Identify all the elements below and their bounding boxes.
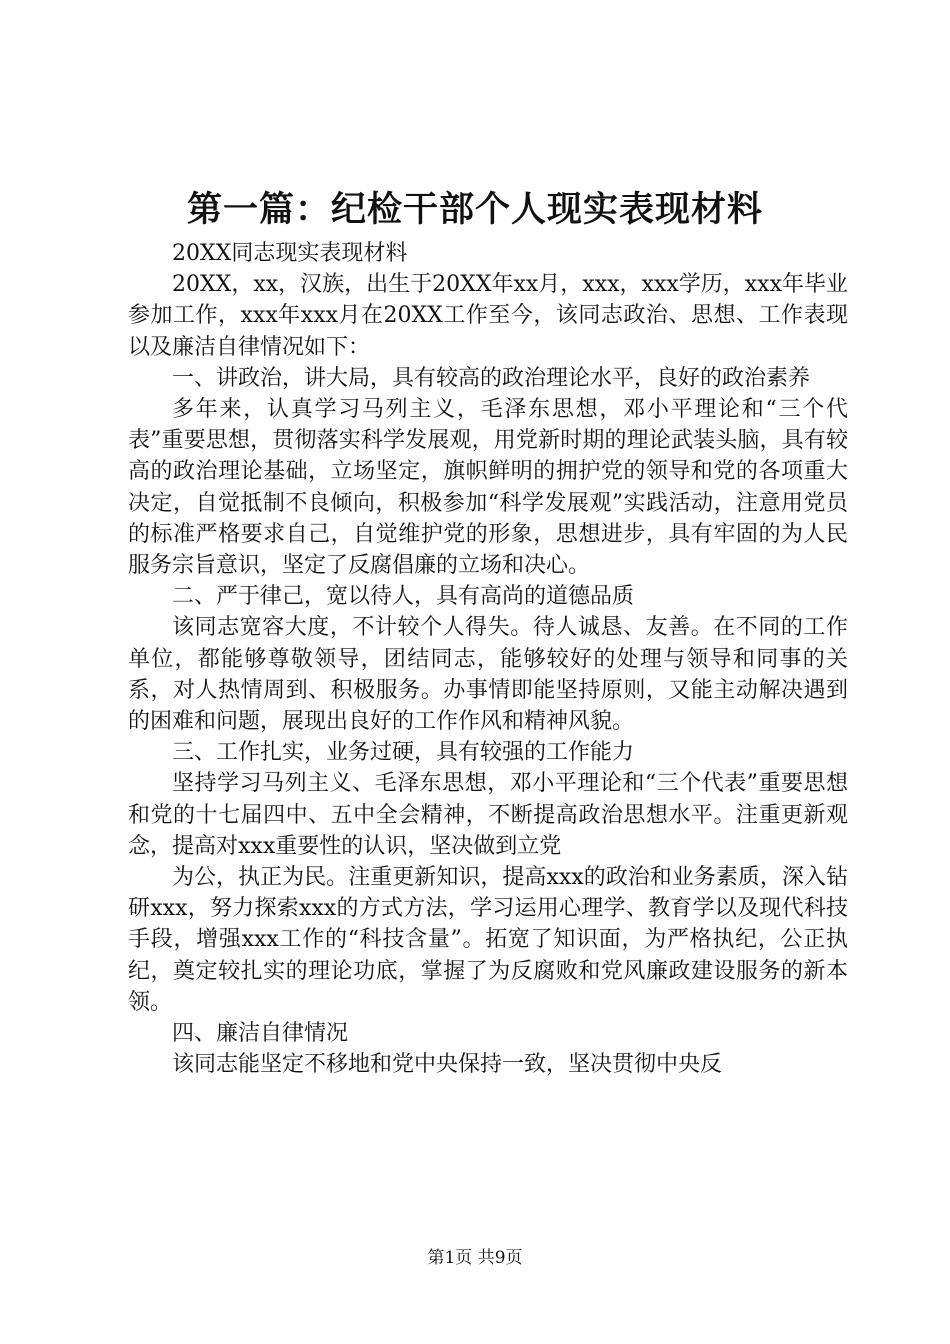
section-heading-2: 二、严于律己，宽以待人，具有高尚的道德品质 [172, 584, 635, 610]
paragraph-section-3b: 为公，执正为民。注重更新知识，提高xxx的政治和业务素质，深入钻研xxx，努力探索xxx的方式方法，学习运用心理学、教育学以及现代科技手段，增强xxx工作的“科技含量”。拓宽了知识面，为严格执纪，公正执纪，奠定较扎实的理论功底，掌握了为反腐败和党风廉政建设服务的新本领。 [128, 865, 848, 1015]
paragraph-section-4: 该同志能坚定不移地和党中央保持一致，坚决贯彻中央反 [172, 1052, 723, 1078]
section-heading-4: 四、廉洁自律情况 [172, 1021, 349, 1047]
section-heading-1: 一、讲政治，讲大局，具有较高的政治理论水平，良好的政治素养 [172, 365, 811, 391]
document-title: 第一篇：纪检干部个人现实表现材料 [186, 189, 763, 230]
paragraph-section-2: 该同志宽容大度，不计较个人得失。待人诚恳、友善。在不同的工作单位，都能够尊敬领导，团结同志，能够较好的处理与领导和同事的关系，对人热情周到、积极服务。办事情即能坚持原则，又能主动解决遇到的困难和问题，展现出良好的工作作风和精神风貌。 [128, 615, 848, 735]
paragraph-section-3a: 坚持学习马列主义、毛泽东思想，邓小平理论和“三个代表”重要思想和党的十七届四中、五中全会精神，不断提高政治思想水平。注重更新观念，提高对xxx重要性的认识，坚决做到立党 [128, 771, 848, 859]
section-heading-3: 三、工作扎实，业务过硬，具有较强的工作能力 [172, 740, 635, 766]
paragraph-section-1: 多年来，认真学习马列主义，毛泽东思想，邓小平理论和“三个代表”重要思想，贯彻落实科学发展观，用党新时期的理论武装头脑，具有较高的政治理论基础，立场坚定，旗帜鲜明的拥护党的领导和党的各项重大决定，自觉抵制不良倾向，积极参加“科学发展观”实践活动，注意用党员的标准严格要求自己，自觉维护党的形象，思想进步，具有牢固的为人民服务宗旨意识，坚定了反腐倡廉的立场和决心。 [128, 397, 848, 579]
document-body [128, 238, 848, 1080]
paragraph-subtitle: 20XX同志现实表现材料 [172, 241, 408, 266]
paragraph-intro: 20XX，xx，汉族，出生于20XX年xx月，xxx，xxx学历，xxx年毕业参加工作，xxx年xxx月在20XX工作至今，该同志政治、思想、工作表现以及廉洁自律情况如下： [128, 272, 848, 360]
page-footer: 第1页 共9页 [427, 1248, 523, 1268]
